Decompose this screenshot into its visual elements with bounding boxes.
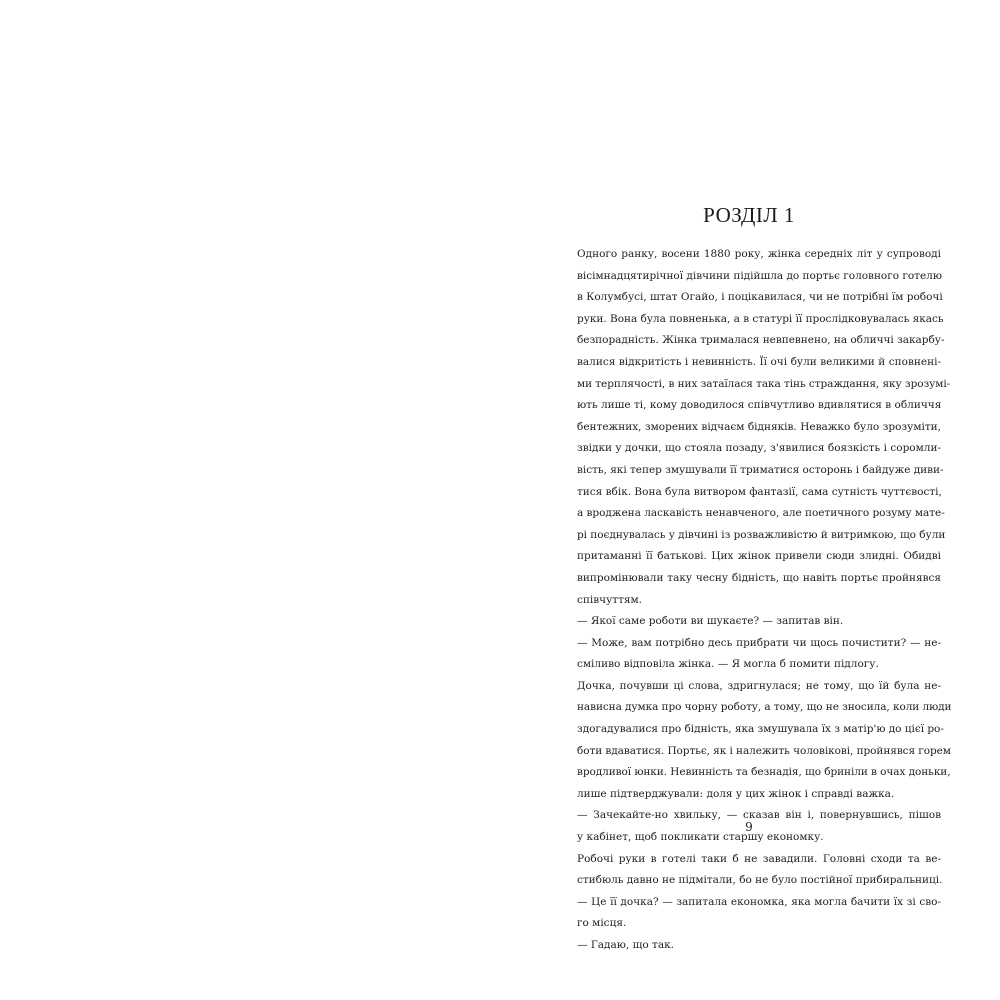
text-line: тися вбік. Вона була витвором фантазії, сама сутність чуттєвості, (577, 485, 942, 498)
text-line: безпорадність. Жінка трималася невпевнено, на обличчі закарбу- (577, 334, 945, 347)
paragraph (557, 676, 952, 806)
text-line: рі поєднувалась у дівчині із розважливістю й витримкою, що були (577, 528, 946, 541)
text-line: Робочі руки в готелі таки б не завадили. Головні сходи та ве- (577, 852, 941, 865)
text-line: — Якої саме роботи ви шукаєте? — запитав він. (577, 615, 844, 628)
text-line: боти вдаватися. Портьє, як і належить чоловікові, пройнявся горем (577, 744, 951, 757)
text-line: співчуттям. (577, 593, 643, 606)
text-line: здогадувалися про бідність, яка змушувала їх з матір'ю до цієї ро- (577, 723, 944, 736)
text-line: вість, які тепер змушували її триматися осторонь і байдуже диви- (577, 463, 944, 476)
text-line: руки. Вона була повненька, а в статурі її прослідковувалась якась (577, 312, 944, 325)
paragraph (557, 935, 941, 957)
text-line: звідки у дочки, що стояла позаду, з'явилися боязкість і соромли- (577, 442, 941, 455)
text-line: бентежних, зморених відчаєм бідняків. Неважко було зрозуміти, (577, 420, 941, 433)
chapter-title: РОЗДІЛ 1 (703, 203, 795, 227)
text-line: притаманні її батькові. Цих жінок привели сюди злидні. Обидві (577, 550, 941, 563)
paragraph (557, 892, 941, 935)
text-line: а вроджена ласкавість ненавченого, але поетичного розуму мате- (577, 507, 945, 520)
text-line: стибюль давно не підмітали, бо не було постійної прибиральниці. (577, 874, 943, 887)
text-line: нависна думка про чорну роботу, а тому, що не зносила, коли люди (577, 701, 952, 714)
text-line: ми терплячості, в них затаїлася така тінь страждання, яку зрозумі- (577, 377, 951, 390)
text-line: — Це її дочка? — запитала економка, яка могла бачити їх зі сво- (577, 895, 941, 908)
text-line: у кабінет, щоб покликати старшу економку. (577, 831, 824, 844)
paragraph (557, 244, 951, 611)
text-line: валися відкритість і невинність. Її очі були великими й сповнені- (577, 355, 941, 368)
text-line: ють лише ті, кому доводилося співчутливо вдивлятися в обличчя (577, 399, 942, 412)
text-line: — Гадаю, що так. (577, 939, 674, 951)
text-line: — Зачекайте-но хвильку, — сказав він і, повернувшись, пішов (577, 809, 941, 822)
book-page (557, 200, 952, 951)
text-line: сміливо відповіла жінка. — Я могла б помити підлогу. (577, 658, 879, 671)
text-line: го місця. (577, 917, 627, 930)
page-number: 9 (745, 820, 753, 834)
chapter-text (557, 244, 952, 957)
text-line: випромінювали таку чесну бідність, що навіть портьє пройнявся (577, 571, 941, 584)
text-line: Одного ранку, восени 1880 року, жінка середніх літ у супроводі (577, 248, 941, 260)
text-line: в Колумбусі, штат Огайо, і поцікавилася, чи не потрібні їм робочі (577, 291, 943, 304)
paragraph (557, 633, 941, 676)
text-line: вісімнадцятирічної дівчини підійшла до портьє головного готелю (577, 269, 942, 282)
paragraph (557, 611, 941, 633)
text-line: вродливої юнки. Невинність та безнадія, що бриніли в очах доньки, (577, 766, 951, 779)
paragraph (557, 849, 941, 892)
text-line: Дочка, почувши ці слова, здригнулася; не тому, що їй була не- (577, 679, 941, 692)
text-line: лише підтверджували: доля у цих жінок і справді важка. (577, 787, 895, 800)
text-line: — Може, вам потрібно десь прибрати чи щось почистити? — не- (577, 636, 941, 649)
